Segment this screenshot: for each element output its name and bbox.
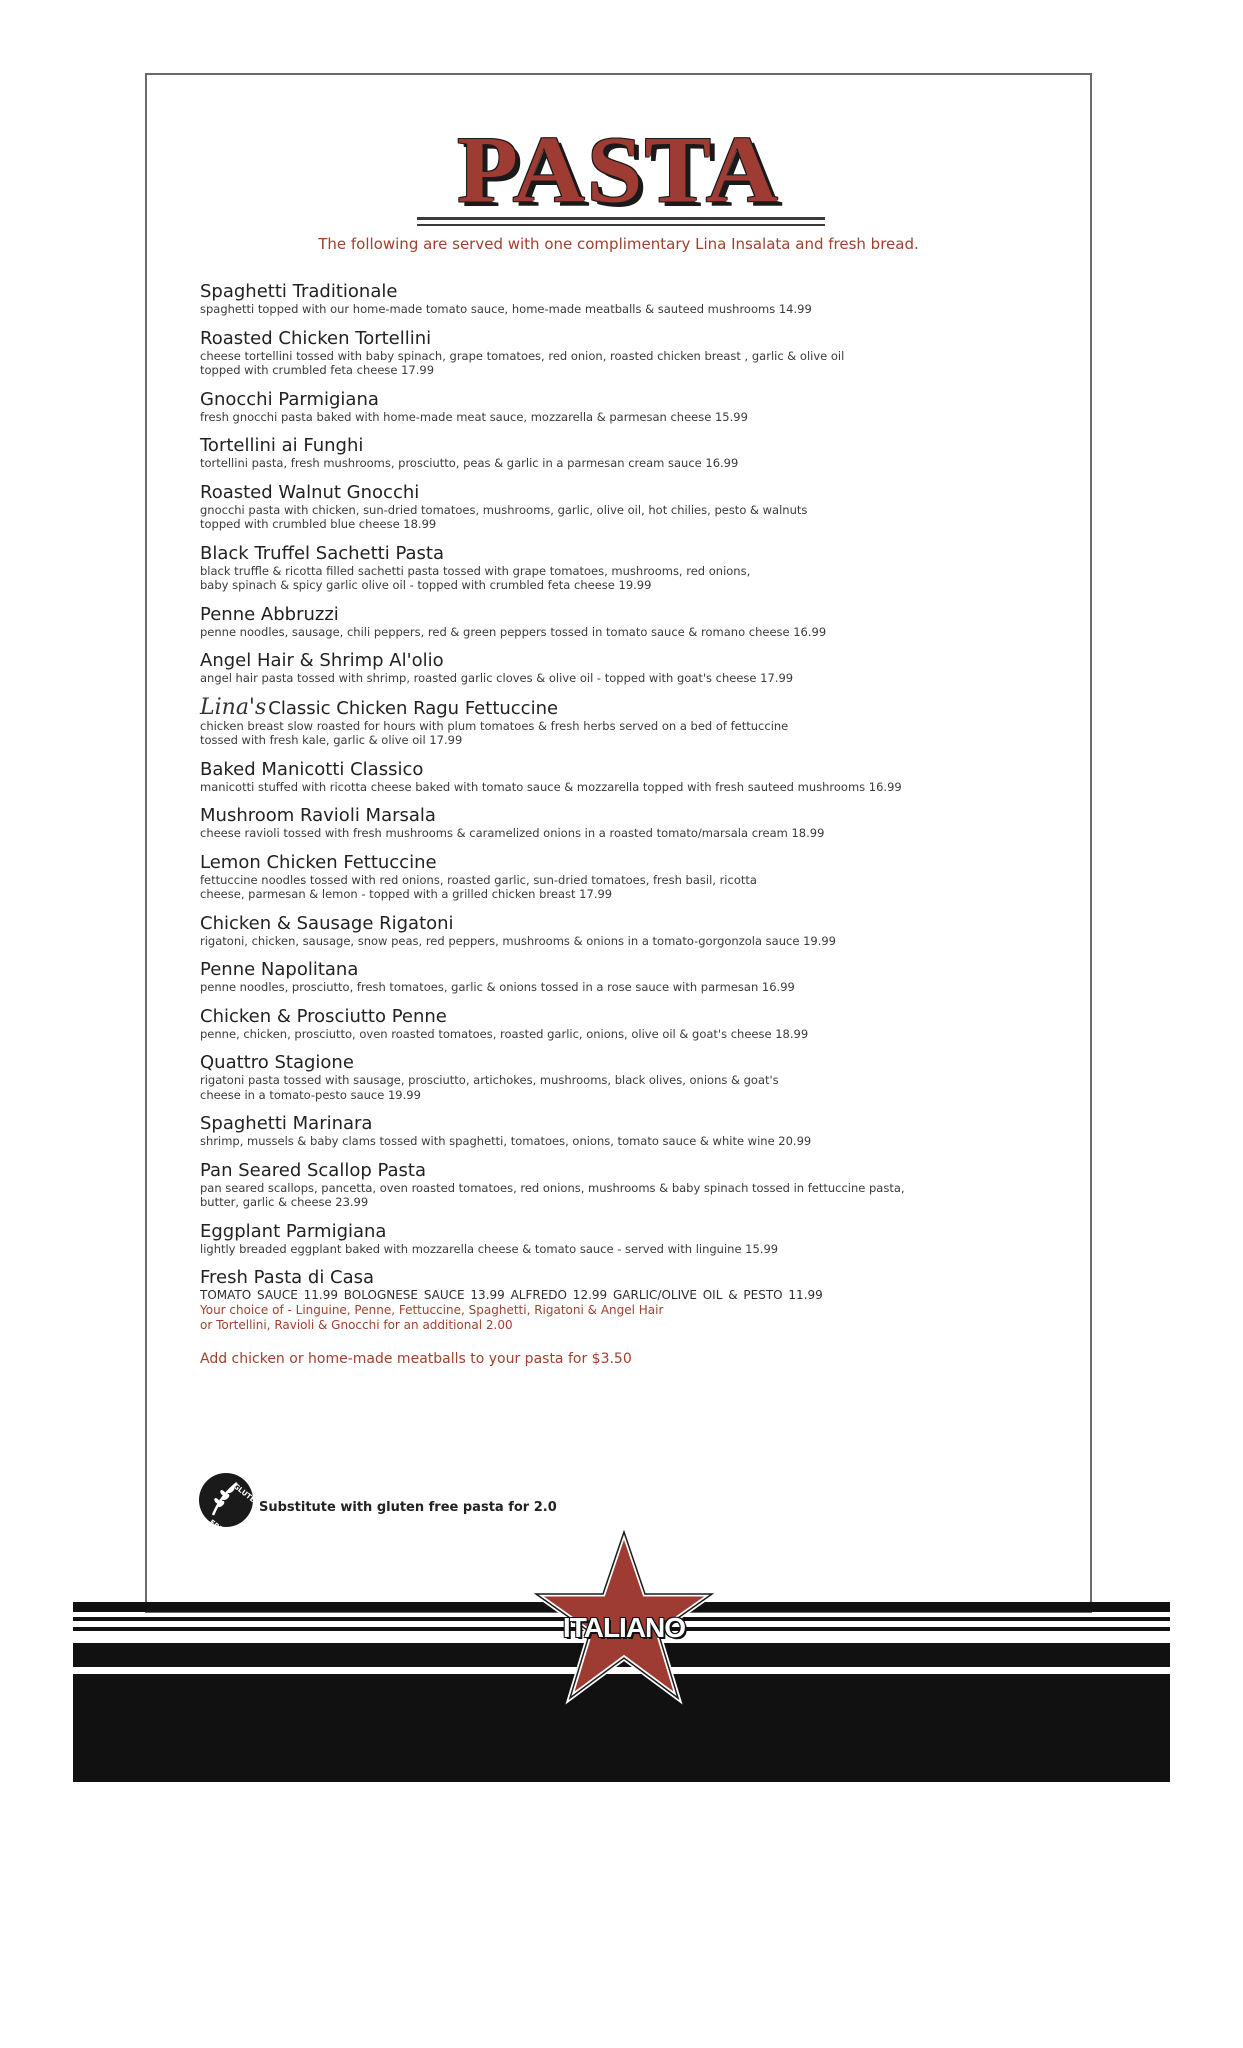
item-description <box>200 302 1050 317</box>
item-name <box>200 1052 1050 1073</box>
item-name-text: Gnocchi Parmigiana <box>200 388 379 410</box>
menu-item <box>200 959 1050 995</box>
menu-item <box>200 389 1050 425</box>
item-name <box>200 1006 1050 1027</box>
item-name-text: Quattro Stagione <box>200 1052 354 1073</box>
pasta-choice-extra: or Tortellini, Ravioli & Gnocchi for an additional 2.00 <box>200 1318 513 1332</box>
description-line: rigatoni pasta tossed with sausage, prosciutto, artichokes, mushrooms, black olives, onions & goat's <box>200 1073 779 1087</box>
description-line: cheese ravioli tossed with fresh mushrooms & caramelized onions in a roasted tomato/marsala cream 18.99 <box>200 826 825 840</box>
item-name-text: Baked Manicotti Classico <box>200 758 424 780</box>
item-name <box>200 852 1050 873</box>
item-description <box>200 1181 1050 1210</box>
item-name <box>200 759 1050 780</box>
item-name-text: Pan Seared Scallop Pasta <box>200 1159 427 1181</box>
item-description <box>200 1242 1050 1257</box>
sauce-prices: TOMATO SAUCE 11.99 BOLOGNESE SAUCE 13.99 ALFREDO 12.99 GARLIC/OLIVE OIL & PESTO 11.99 <box>200 1288 823 1302</box>
menu-item <box>200 482 1050 532</box>
page-subtitle: The following are served with one complimentary Lina Insalata and fresh bread. <box>318 235 919 253</box>
menu-item <box>200 852 1050 902</box>
description-line: cheese tortellini tossed with baby spinach, grape tomatoes, red onion, roasted chicken breast , garlic & olive oil <box>200 348 845 363</box>
item-name <box>200 694 1050 720</box>
item-description <box>200 625 1050 640</box>
svg-text:FREE: FREE <box>207 1518 229 1537</box>
item-name-text: Black Truffel Sachetti Pasta <box>200 542 444 564</box>
description-line: butter, garlic & cheese 23.99 <box>200 1195 369 1209</box>
item-name-text: Angel Hair & Shrimp Al'olio <box>200 650 444 671</box>
item-description <box>200 1073 1050 1102</box>
description-line: fettuccine noodles tossed with red onions, roasted garlic, sun-dried tomatoes, fresh basil, ricotta <box>200 872 757 887</box>
item-name <box>200 650 1050 671</box>
item-name <box>200 1221 1050 1242</box>
item-name <box>200 805 1050 826</box>
item-description <box>200 719 1050 748</box>
item-name-text: Eggplant Parmigiana <box>200 1220 387 1242</box>
item-name-text: Roasted Walnut Gnocchi <box>200 481 420 503</box>
item-name: Fresh Pasta di Casa <box>200 1267 375 1288</box>
menu-items <box>200 281 1050 1256</box>
item-description <box>200 503 1050 532</box>
item-name <box>200 1113 1050 1134</box>
description-line: spaghetti topped with our home-made tomato sauce, home-made meatballs & sauteed mushrooms 14.99 <box>200 302 812 316</box>
menu-item <box>200 328 1050 378</box>
item-name <box>200 328 1050 349</box>
item-description <box>200 980 1050 995</box>
menu-item <box>200 694 1050 748</box>
description-line: tossed with fresh kale, garlic & olive oil 17.99 <box>200 733 463 747</box>
item-description <box>200 410 1050 425</box>
item-name <box>200 482 1050 503</box>
pasta-choice: Your choice of - Linguine, Penne, Fettuccine, Spaghetti, Rigatoni & Angel Hair <box>200 1303 664 1317</box>
menu-item <box>200 1052 1050 1102</box>
menu-page <box>145 73 1092 1613</box>
menu-item-casa <box>200 1267 1050 1333</box>
description-line: tortellini pasta, fresh mushrooms, prosciutto, peas & garlic in a parmesan cream sauce 16.99 <box>200 456 739 470</box>
description-line: penne, chicken, prosciutto, oven roasted tomatoes, roasted garlic, onions, olive oil & goat's cheese 18.99 <box>200 1026 809 1041</box>
description-line: penne noodles, prosciutto, fresh tomatoes, garlic & onions tossed in a rose sauce with parmesan 16.99 <box>200 980 795 994</box>
menu-item <box>200 805 1050 841</box>
item-name-text: Classic Chicken Ragu Fettuccine <box>268 697 559 719</box>
item-name <box>200 604 1050 625</box>
item-name <box>200 389 1050 410</box>
description-line: shrimp, mussels & baby clams tossed with spaghetti, tomatoes, onions, tomato sauce & white wine 20.99 <box>200 1134 812 1148</box>
menu-list <box>200 281 1050 1367</box>
description-line: gnocchi pasta with chicken, sun-dried tomatoes, mushrooms, garlic, olive oil, hot chilies, pesto & walnuts <box>200 502 808 517</box>
item-name <box>200 959 1050 980</box>
item-name-text: Penne Napolitana <box>200 959 359 980</box>
menu-item <box>200 650 1050 686</box>
item-name <box>200 913 1050 934</box>
menu-item <box>200 759 1050 795</box>
gluten-free-icon <box>197 1471 262 1537</box>
item-description <box>200 934 1050 949</box>
item-name <box>200 1160 1050 1181</box>
item-name-text: Chicken & Prosciutto Penne <box>200 1005 447 1027</box>
menu-item <box>200 1006 1050 1042</box>
item-name <box>200 435 1050 456</box>
menu-item <box>200 281 1050 317</box>
page-title: PASTA <box>457 116 780 223</box>
description-line: baby spinach & spicy garlic olive oil - topped with crumbled feta cheese 19.99 <box>200 578 652 592</box>
item-name-text: Tortellini ai Funghi <box>200 435 364 456</box>
description-line: pan seared scallops, pancetta, oven roasted tomatoes, red onions, mushrooms & baby spinach tossed in fettuccine pasta, <box>200 1180 905 1195</box>
menu-item <box>200 1160 1050 1210</box>
menu-item <box>200 1221 1050 1257</box>
item-name-text: Chicken & Sausage Rigatoni <box>200 912 454 934</box>
item-description <box>200 1027 1050 1042</box>
description-line: fresh gnocchi pasta baked with home-made meat sauce, mozzarella & parmesan cheese 15.99 <box>200 409 748 424</box>
title-rule <box>417 217 825 220</box>
item-name-text: Spaghetti Marinara <box>200 1113 373 1134</box>
description-line: angel hair pasta tossed with shrimp, roasted garlic cloves & olive oil - topped with goat's cheese 17.99 <box>200 671 794 685</box>
lina-script-logo: Lina's <box>200 694 267 720</box>
item-description <box>200 564 1050 593</box>
menu-item <box>200 543 1050 593</box>
svg-text:GLUTEN: GLUTEN <box>231 1482 262 1508</box>
item-description <box>200 349 1050 378</box>
description-line: topped with crumbled feta cheese 17.99 <box>200 363 435 377</box>
item-name-text: Penne Abbruzzi <box>200 603 339 625</box>
item-name-text: Roasted Chicken Tortellini <box>200 327 432 349</box>
item-description <box>200 826 1050 841</box>
description-line: black truffle & ricotta filled sachetti pasta tossed with grape tomatoes, mushrooms, red onions, <box>200 563 751 578</box>
menu-item <box>200 604 1050 640</box>
description-line: penne noodles, sausage, chili peppers, red & green peppers tossed in tomato sauce & romano cheese 16.99 <box>200 624 827 639</box>
gluten-free-text: Substitute with gluten free pasta for 2.0 <box>259 1499 557 1515</box>
menu-item <box>200 1113 1050 1149</box>
description-line: chicken breast slow roasted for hours with plum tomatoes & fresh herbs served on a bed of fettuccine <box>200 718 789 733</box>
title-wrap <box>147 116 1090 223</box>
menu-item <box>200 913 1050 949</box>
item-description <box>200 456 1050 471</box>
description-line: manicotti stuffed with ricotta cheese baked with tomato sauce & mozzarella topped with fresh sauteed mushrooms 16.99 <box>200 779 902 794</box>
description-line: topped with crumbled blue cheese 18.99 <box>200 517 437 531</box>
item-description <box>200 1134 1050 1149</box>
description-line: cheese in a tomato-pesto sauce 19.99 <box>200 1087 421 1102</box>
item-description <box>200 671 1050 686</box>
description-line: cheese, parmesan & lemon - topped with a grilled chicken breast 17.99 <box>200 887 613 901</box>
item-name <box>200 543 1050 564</box>
item-description <box>200 780 1050 795</box>
item-name <box>200 281 1050 302</box>
description-line: lightly breaded eggplant baked with mozzarella cheese & tomato sauce - served with linguine 15.99 <box>200 1241 779 1256</box>
title-rule <box>417 224 825 226</box>
italiano-label: ITALIANO <box>562 1612 686 1643</box>
addon-note: Add chicken or home-made meatballs to your pasta for $3.50 <box>200 1351 632 1367</box>
description-line: rigatoni, chicken, sausage, snow peas, red peppers, mushrooms & onions in a tomato-gorgonzola sauce 19.99 <box>200 933 836 948</box>
gluten-free-note <box>197 1471 557 1537</box>
item-name-text: Mushroom Ravioli Marsala <box>200 805 436 826</box>
menu-item <box>200 435 1050 471</box>
item-name-text: Lemon Chicken Fettuccine <box>200 851 437 873</box>
item-name-text: Spaghetti Traditionale <box>200 281 398 302</box>
item-description <box>200 873 1050 902</box>
